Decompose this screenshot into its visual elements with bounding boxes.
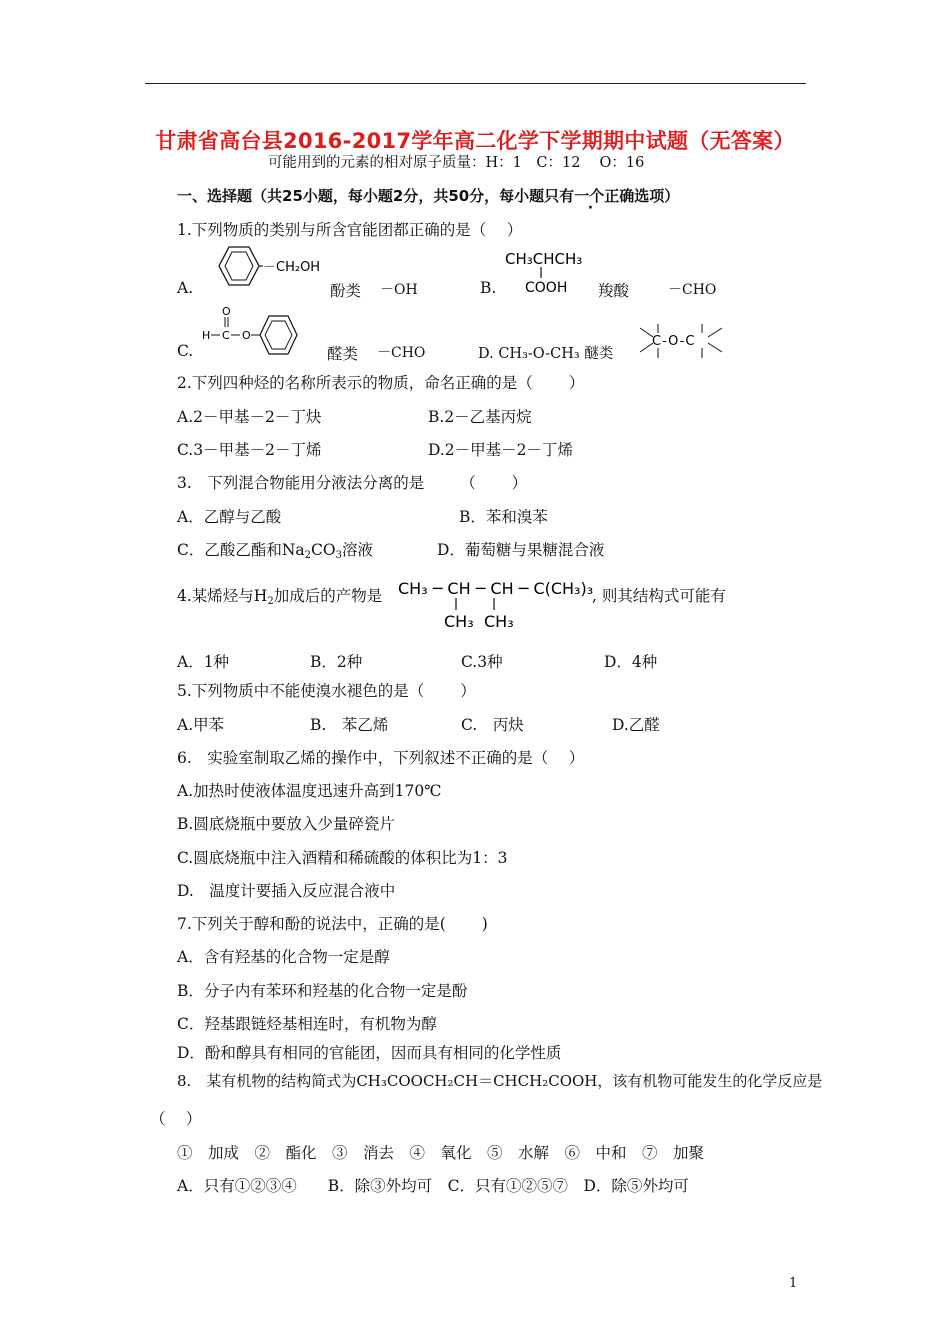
c-c-atom: C: [222, 329, 230, 342]
d-bond-7: [708, 328, 722, 337]
q6-stem: 6. 实验室制取乙烯的操作中，下列叙述不正确的是（ ）: [177, 749, 585, 767]
q3-option-c: [177, 538, 373, 561]
section-heading-emphasis: 一个: [574, 187, 605, 205]
q4-option-a: A．1种: [177, 653, 230, 671]
q3-c-mid: CO: [311, 541, 336, 559]
q3-option-d: D．葡萄糖与果糖混合液: [437, 541, 605, 559]
q1-b-class: 羧酸: [598, 282, 630, 300]
q1-ether-structure: [636, 318, 726, 364]
q1-phenyl-formate-structure: [196, 303, 316, 359]
atomic-masses: 可能用到的元素的相对原子质量：H：1 C：12 O：16: [268, 155, 645, 171]
section-heading-prefix: 一、选择题（共25小题，每小题2分，共50分，每小题只有: [177, 187, 575, 205]
q1-benzyl-alcohol-structure: [203, 243, 321, 295]
q3-option-b: B．苯和溴苯: [459, 508, 548, 526]
q1-stem: 1.下列物质的类别与所含官能团都正确的是（ ）: [177, 221, 523, 239]
q5-option-c: C. 丙炔: [461, 716, 524, 734]
q4-stem-text2: 加成后的产物是: [273, 587, 383, 605]
q1-a-fg: －OH: [380, 282, 418, 298]
q6-option-b: B.圆底烧瓶中要放入少量碎瓷片: [177, 815, 395, 833]
q8-answer-paren: （ ）: [150, 1110, 202, 1128]
q2-stem: 2.下列四种烃的名称所表示的物质，命名正确的是（ ）: [177, 374, 585, 392]
q7-option-a: A．含有羟基的化合物一定是醇: [177, 948, 390, 966]
benzene-inner-ring-a: [225, 252, 253, 280]
q1-b-bottom: COOH: [525, 280, 568, 296]
q1-a-group: －CH₂OH: [263, 260, 321, 275]
q5-option-b: B. 苯乙烯: [310, 716, 389, 734]
q5-option-a: A.甲苯: [177, 716, 225, 734]
q4-stem-suffix: , 则其结构式可能有: [592, 587, 726, 605]
q4-stem-sub: 2: [267, 596, 274, 607]
q7-option-b: B．分子内有苯环和羟基的化合物一定是酚: [177, 982, 468, 1000]
q1-b-fg: －CHO: [668, 282, 717, 298]
q5-option-d: D.乙醛: [612, 716, 660, 734]
c-h-atom: H: [202, 329, 211, 342]
q1-d-struct: C-O-C: [652, 334, 696, 349]
q2-option-a: A.2－甲基－2－丁炔: [177, 408, 322, 426]
benzene-ring-c: [260, 316, 297, 354]
d-bond-8: [708, 343, 722, 352]
q5-stem: 5.下列物质中不能使溴水褪色的是（ ）: [177, 682, 476, 700]
q4-branch-1: CH₃: [444, 612, 474, 631]
q7-option-d: D．酚和醇具有相同的官能团，因而具有相同的化学性质: [177, 1044, 562, 1062]
q4-stem-text1: 4.某烯烃与H: [177, 587, 268, 605]
q4-option-c: C.3种: [461, 653, 503, 671]
q7-option-c: C．羟基跟链烃基相连时，有机物为醇: [177, 1015, 437, 1033]
q3-c-prefix: C．乙酸乙酯和Na: [177, 541, 305, 559]
q8-stem: 8. 某有机物的结构简式为CH₃COOCH₂CH＝CHCH₂COOH，该有机物可能发生的化学反应是: [177, 1072, 823, 1090]
q6-option-a: A.加热时使液体温度迅速升高到170℃: [177, 782, 442, 800]
page-number: 1: [789, 1276, 798, 1291]
q6-option-d: D. 温度计要插入反应混合液中: [177, 882, 396, 900]
q4-branch-2: CH₃: [484, 612, 514, 631]
benzene-inner-ring-c: [265, 321, 292, 349]
d-bond-1: [640, 328, 653, 337]
q4-option-d: D．4种: [604, 653, 658, 671]
q1-isobutyric-acid-structure: [500, 246, 600, 298]
q4-product-structure: [396, 573, 596, 633]
q2-option-c: C.3－甲基－2－丁烯: [177, 441, 322, 459]
q6-option-c: C.圆底烧瓶中注入酒精和稀硫酸的体积比为1：3: [177, 849, 508, 867]
page-title: 甘肃省高台县2016-2017学年高二化学下学期期中试题（无答案）: [155, 129, 795, 153]
q3-c-sub1: 2: [304, 550, 312, 561]
q1-option-a-label: A.: [177, 279, 194, 297]
q1-option-c-label: C.: [177, 342, 194, 360]
q4-option-b: B．2种: [310, 653, 363, 671]
q8-options: A．只有①②③④ B．除③外均可 C．只有①②⑤⑦ D．除⑤外均可: [177, 1177, 689, 1195]
q2-option-b: B.2－乙基丙烷: [428, 408, 532, 426]
q4-stem-prefix: [177, 584, 382, 607]
q1-a-class: 酚类: [330, 282, 362, 300]
q4-chain: CH₃ ─ CH ─ CH ─ C(CH₃)₃: [398, 579, 594, 598]
q3-option-a: A．乙醇与乙酸: [177, 508, 282, 526]
q1-c-fg: －CHO: [377, 345, 426, 361]
q2-option-d: D.2－甲基－2－丁烯: [428, 441, 574, 459]
q1-option-d: D. CH₃-O-CH₃ 醚类: [478, 346, 614, 362]
q1-c-class: 醛类: [327, 345, 359, 363]
q8-reactions: ① 加成 ② 酯化 ③ 消去 ④ 氧化 ⑤ 水解 ⑥ 中和 ⑦ 加聚: [177, 1144, 705, 1162]
q3-c-suffix: 溶液: [342, 541, 374, 559]
header-rule: [145, 83, 806, 84]
q3-stem: 3. 下列混合物能用分液法分离的是 （ ）: [177, 474, 528, 492]
section-heading: [177, 185, 679, 206]
q1-b-top: CH₃CHCH₃: [505, 250, 583, 268]
q3-c-sub2: 3: [335, 550, 342, 561]
c-carbonyl-o: O: [222, 305, 231, 318]
q7-stem: 7.下列关于醇和酚的说法中，正确的是( ): [177, 915, 488, 933]
c-ether-o: O: [242, 329, 251, 342]
q1-option-b-label: B.: [480, 279, 497, 297]
section-heading-suffix: 正确选项）: [604, 187, 680, 205]
